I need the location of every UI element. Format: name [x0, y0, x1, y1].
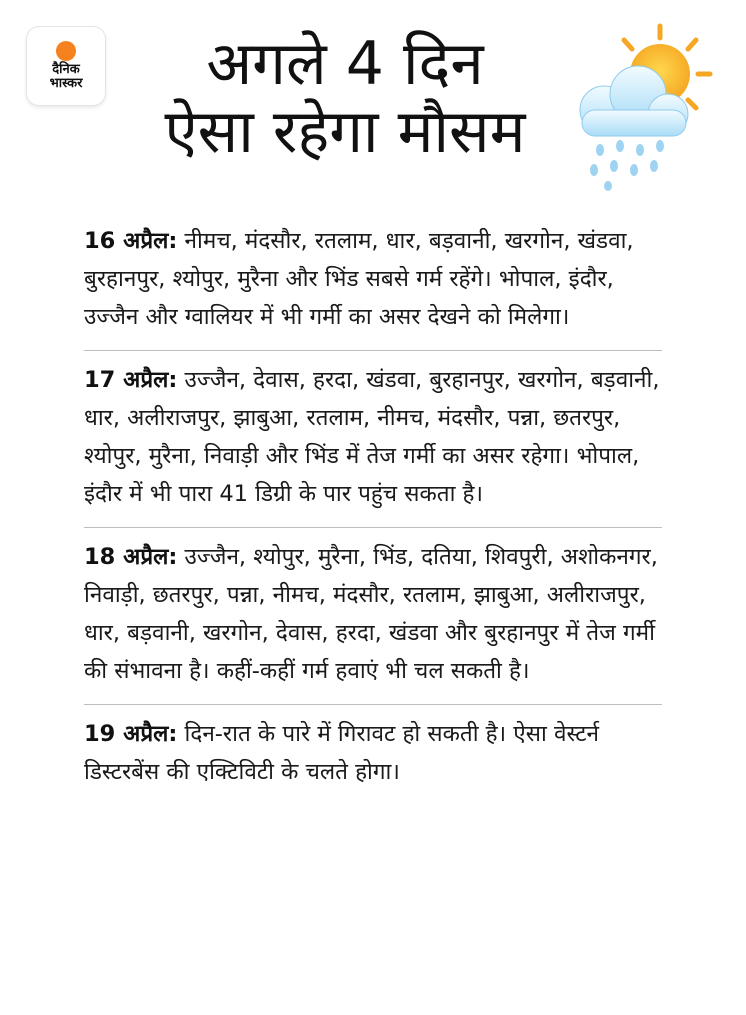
page-title	[110, 30, 580, 166]
logo-text-line2: भास्कर	[49, 76, 83, 91]
forecast-date: 19 अप्रैल:	[84, 721, 178, 747]
logo-sun-icon	[56, 41, 76, 61]
title-line-2: ऐसा रहेगा मौसम	[164, 97, 526, 167]
title-line-1: अगले 4 दिन	[206, 29, 484, 99]
divider	[84, 350, 662, 351]
forecast-date: 17 अप्रैल:	[84, 367, 178, 393]
forecast-text: उज्जैन, श्योपुर, मुरैना, भिंड, दतिया, शिवपुरी, अशोकनगर, निवाड़ी, छतरपुर, पन्ना, नीमच, मंदसौर, रतलाम, झाबुआ, अलीराजपुर, धार, बड़वानी, खरगोन, देवास, हरदा, खंडवा और बुरहानपुर में तेज गर्मी की संभावना है। कहीं-कहीं गर्म हवाएं भी चल सकती है।	[84, 544, 658, 684]
forecast-date: 18 अप्रैल:	[84, 544, 178, 570]
logo-text-line1: दैनिक	[52, 62, 80, 77]
forecast-entry	[84, 715, 664, 791]
sun-cloud-rain-icon	[560, 22, 720, 192]
forecast-entry	[84, 361, 664, 513]
brand-logo	[27, 27, 105, 105]
forecast-entry	[84, 222, 664, 336]
forecast-text: उज्जैन, देवास, हरदा, खंडवा, बुरहानपुर, खरगोन, बड़वानी, धार, अलीराजपुर, झाबुआ, रतलाम, नीमच, मंदसौर, पन्ना, छतरपुर, श्योपुर, मुरैना, निवाड़ी और भिंड में तेज गर्मी का असर रहेगा। भोपाल, इंदौर में भी पारा 41 डिग्री के पार पहुंच सकता है।	[84, 367, 660, 507]
forecast-list	[84, 222, 664, 791]
forecast-entry	[84, 538, 664, 690]
forecast-date: 16 अप्रैल:	[84, 228, 178, 254]
divider	[84, 704, 662, 705]
forecast-text: दिन-रात के पारे में गिरावट हो सकती है। ऐसा वेस्टर्न डिस्टरबेंस की एक्टिविटी के चलते होगा।	[84, 721, 600, 785]
divider	[84, 527, 662, 528]
forecast-text: नीमच, मंदसौर, रतलाम, धार, बड़वानी, खरगोन, खंडवा, बुरहानपुर, श्योपुर, मुरैना और भिंड सबसे गर्म रहेंगे। भोपाल, इंदौर, उज्जैन और ग्वालियर में भी गर्मी का असर देखने को मिलेगा।	[84, 228, 634, 330]
